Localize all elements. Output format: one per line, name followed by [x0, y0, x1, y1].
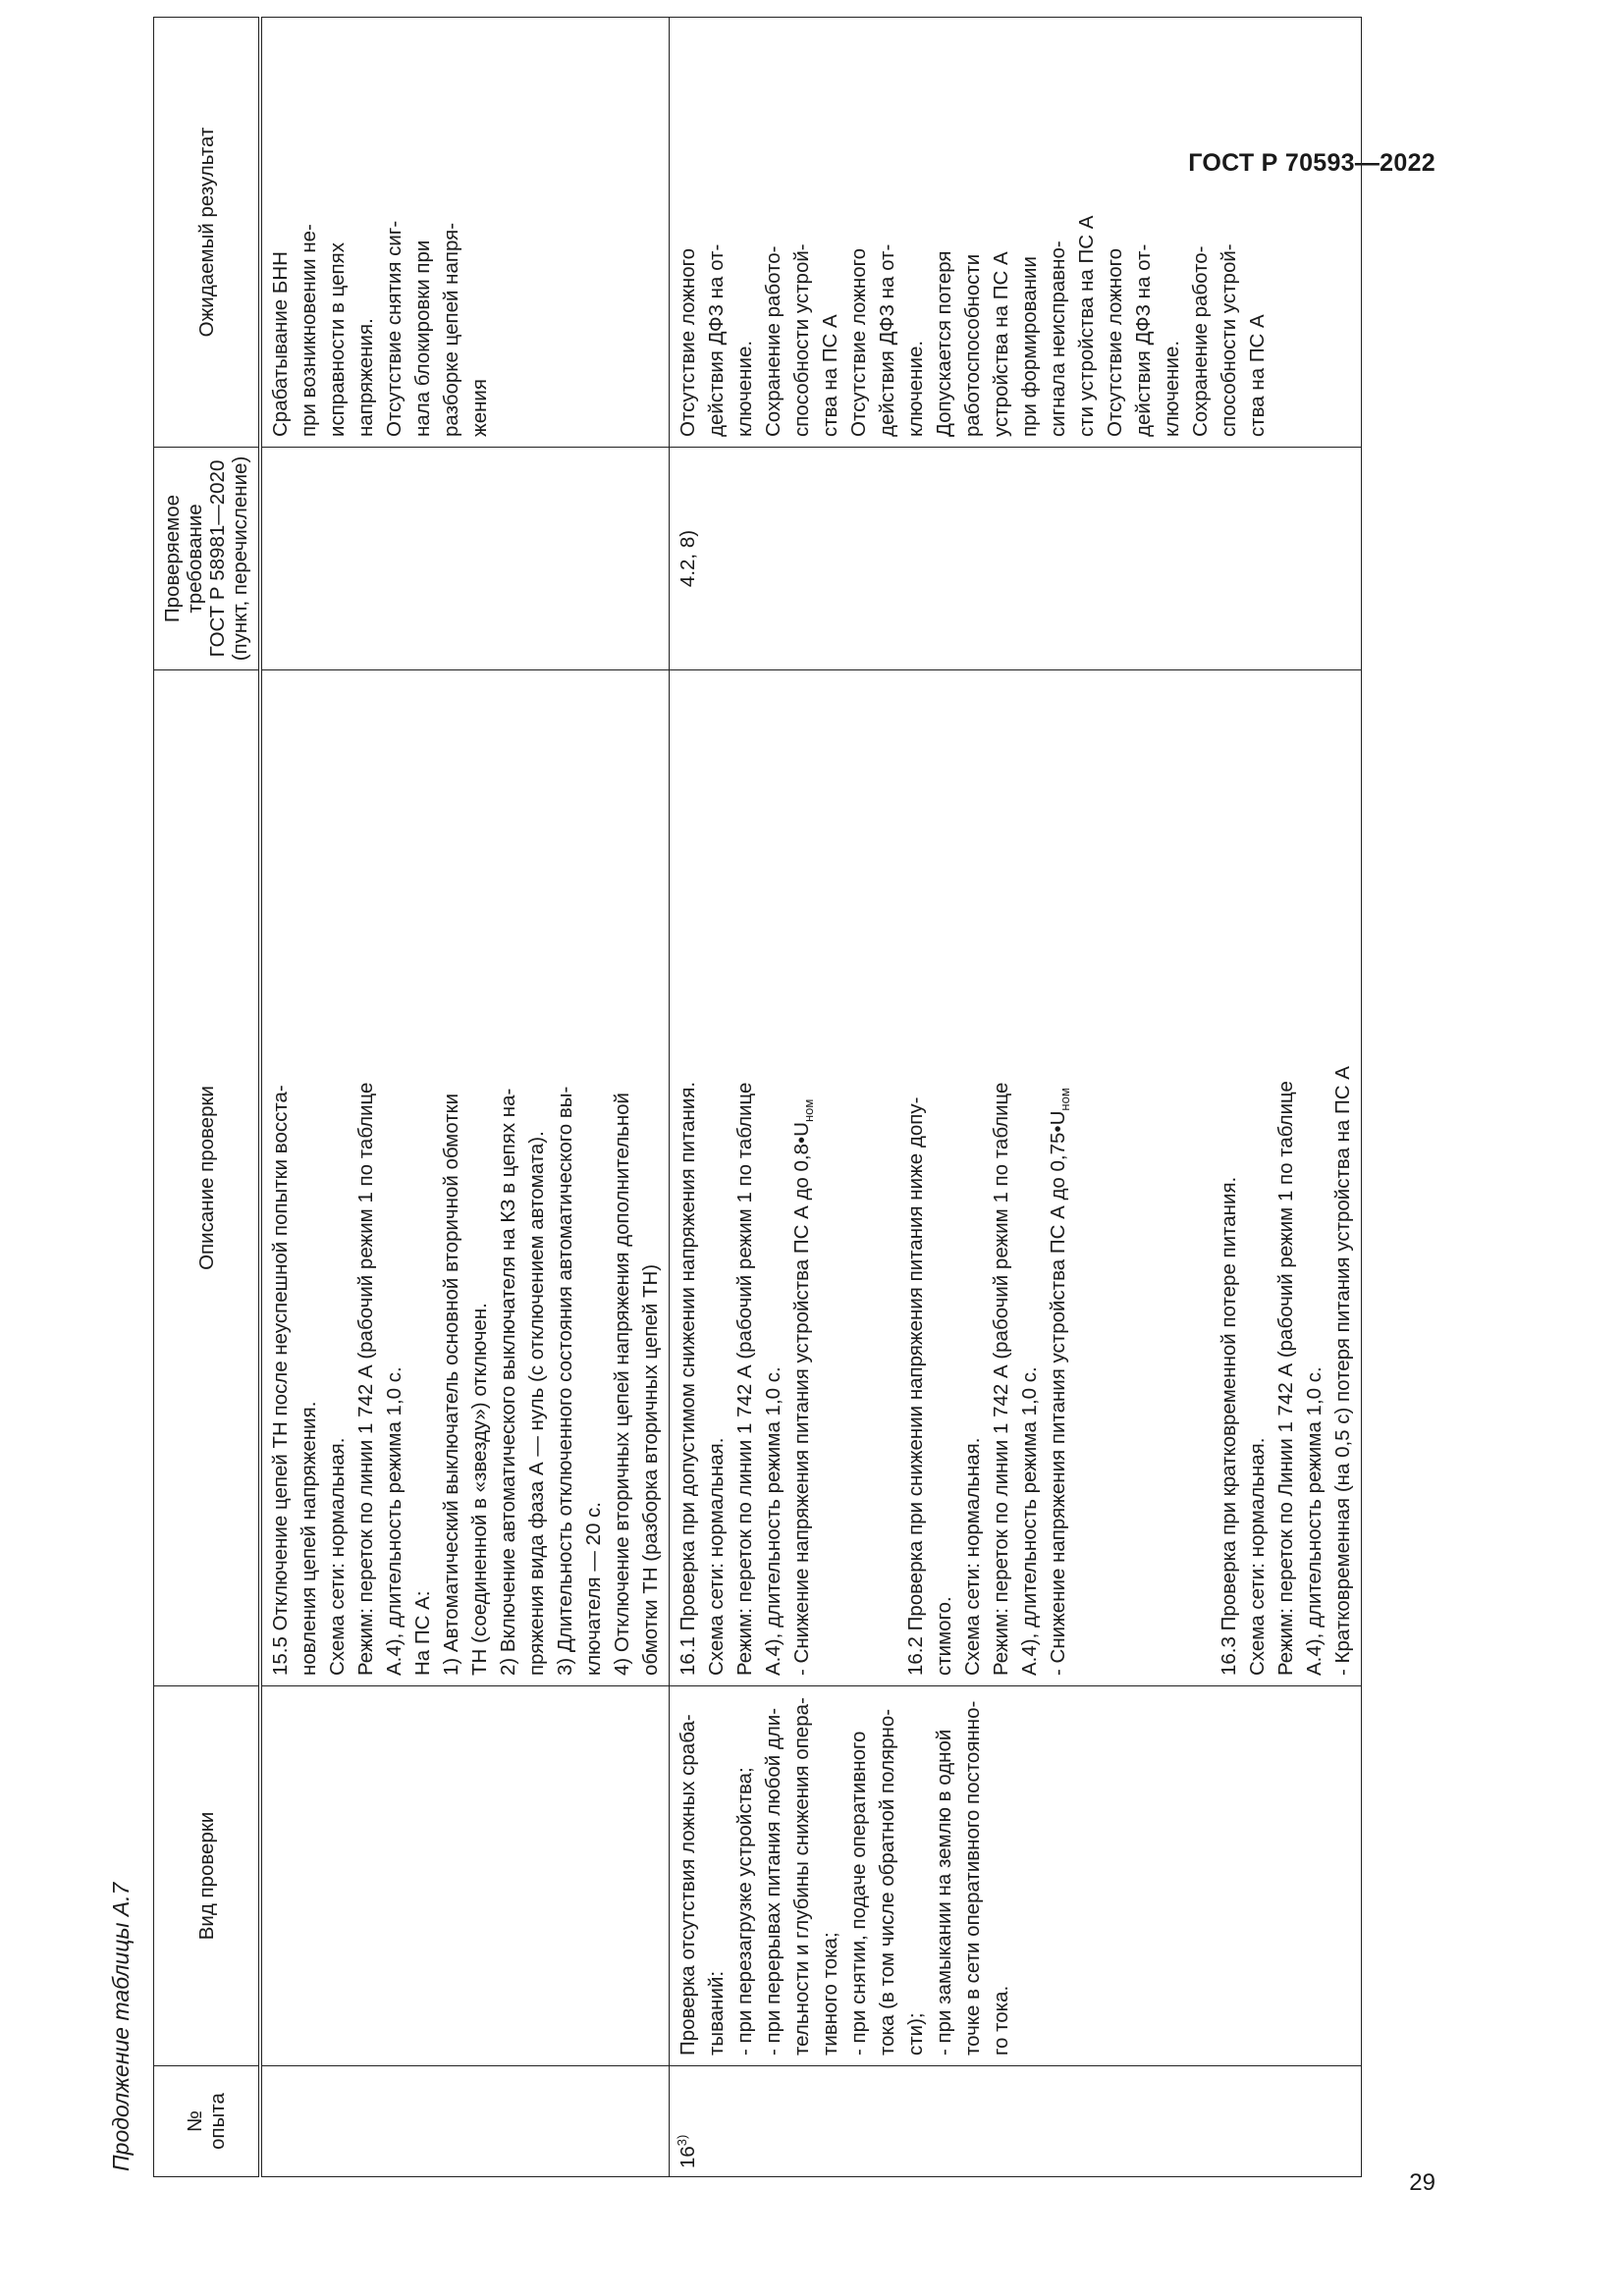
table-row: [260, 18, 670, 2177]
requirement-cell: [260, 448, 670, 670]
test-table: [153, 17, 1362, 2177]
table-row: [670, 18, 1362, 2177]
footnote-mark: 3): [675, 2134, 690, 2147]
header-check-description: Описание проверки: [154, 670, 261, 1686]
check-description-cell: 15.5 Отключение цепей ТН после неуспешной попытки восста- новления цепей напряжения. Схема сети: нормальная. Режим: переток по линии 1 742 А (рабочий режим 1 по таблице А.4), длительность режима 1,0 с. На ПС А: 1) Автоматический выключатель основной вторичной обмотки ТН (соединенной в «звезду») отключен. 2) Включение автоматического выключателя на КЗ в цепях на- пряжения вида фаза А — нуль (с отключением автомата). 3) Длительность отключенного состояния автоматического вы- ключателя — 20 с. 4) Отключение вторичных цепей напряжения дополнительной обмотки ТН (разборка вторичных цепей ТН): [260, 670, 670, 1686]
continuation-label: Продолжение таблицы А.7: [108, 1882, 134, 2171]
check-type-cell: Проверка отсутствия ложных сраба- тываний: - при перезагрузке устройства; - при перерывах питания любой дли- тельности и глубины снижения опера- тивного тока; - при снятии, подаче оперативного тока (в том числе обратной полярно- сти); - при замыкании на землю в одной точке в сети оперативного постоянно- го тока.: [670, 1686, 1362, 2066]
page-number: 29: [1409, 2169, 1435, 2196]
requirement-cell: 4.2, 8): [670, 448, 1362, 670]
header-test-number: № опыта: [154, 2066, 261, 2177]
test-number-cell: [260, 2066, 670, 2177]
check-type-cell: [260, 1686, 670, 2066]
check-description-cell: 16.1 Проверка при допустимом снижении напряжения питания. Схема сети: нормальная. Режим: переток по линии 1 742 А (рабочий режим 1 по таблице А.4), длительность режима 1,0 с. - Снижение напряжения питания устройства ПС А до $0,8•U_{ном}$ 16.2 Проверка при снижении напряжения питания ниже допу- стимого. Схема сети: нормальная. Режим: переток по линии 1 742 А (рабочий режим 1 по таблице А.4), длительность режима 1,0 с. - Снижение напряжения питания устройства ПС А до $0,75•U_{ном}$ 16.3 Проверка при кратковременной потере питания. Схема сети: нормальная. Режим: переток по Линии 1 742 А (рабочий режим 1 по таблице А.4), длительность режима 1,0 с. - Кратковременная (на 0,5 с) потеря питания устройства на ПС А: [670, 670, 1362, 1686]
header-expected-result: Ожидаемый результат: [154, 18, 261, 448]
test-number-cell: 16$^{3)}$: [670, 2066, 1362, 2177]
header-check-type: Вид проверки: [154, 1686, 261, 2066]
expected-result-cell: Отсутствие ложного действия ДФЗ на от- ключение. Сохранение работо- способности устрой- ства на ПС А Отсутствие ложного действия ДФЗ на от- ключение. Допускается потеря работоспособности устройства на ПС А при формировании сигнала неисправно- сти устройства на ПС А Отсутствие ложного действия ДФЗ на от- ключение. Сохранение работо- способности устрой- ства на ПС А: [670, 18, 1362, 448]
table-header-row: [154, 18, 261, 2177]
expected-result-cell: Срабатывание БНН при возникновении не- исправности в цепях напряжения. Отсутствие снятия сиг- нала блокировки при разборке цепей напря- жения: [260, 18, 670, 448]
header-requirement: Проверяемое требование ГОСТ Р 58981—2020 (пункт, перечисление): [154, 448, 261, 670]
document-code: ГОСТ Р 70593—2022: [1188, 149, 1435, 177]
